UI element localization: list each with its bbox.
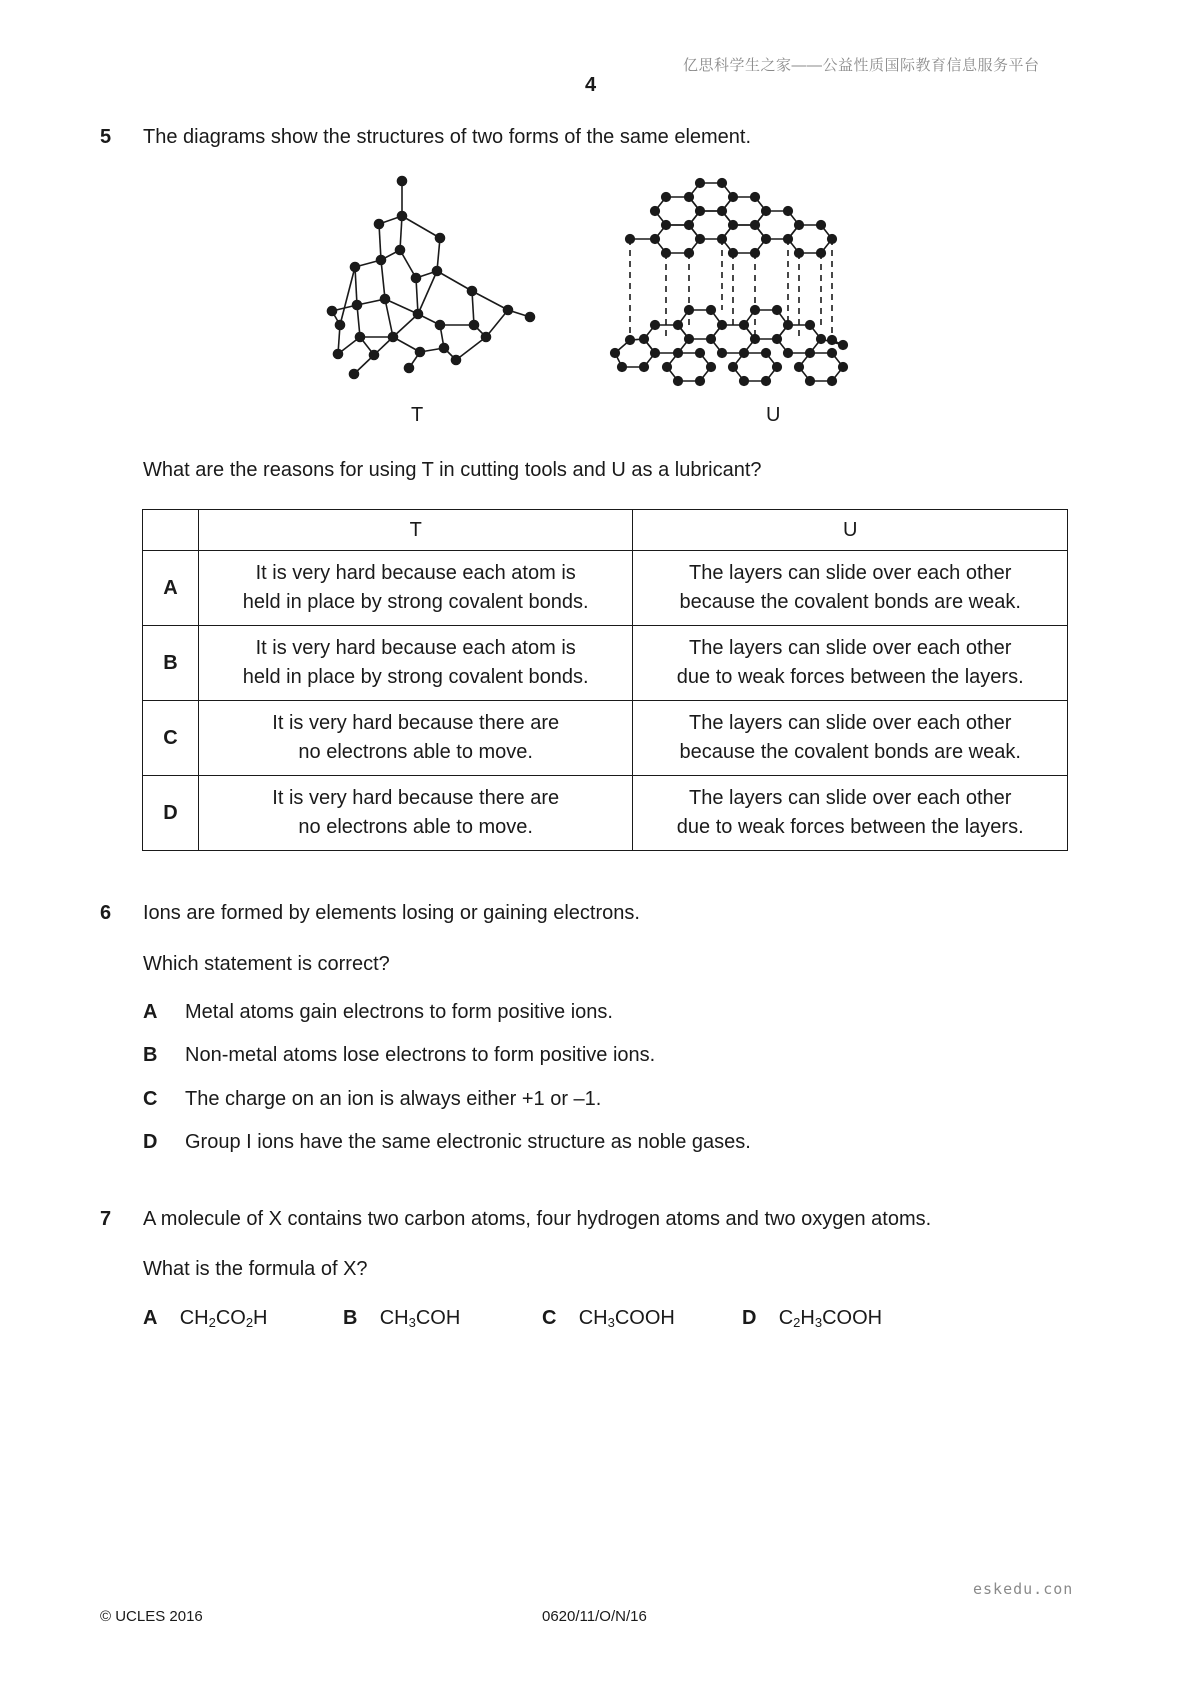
formula-subscript: 3: [607, 1315, 615, 1330]
q6-stem: Ions are formed by elements losing or gaining electrons.: [143, 902, 640, 924]
q7-option-d[interactable]: [742, 1307, 882, 1330]
formula-subscript: 2: [208, 1315, 216, 1330]
q6-option-d-text: Group I ions have the same electronic structure as noble gases.: [185, 1131, 751, 1153]
cell-line: because the covalent bonds are weak.: [679, 591, 1021, 613]
option-key: B: [143, 626, 199, 701]
q7-option-b[interactable]: [343, 1307, 460, 1330]
option-u-cell: [633, 626, 1068, 701]
label-u: U: [766, 404, 781, 426]
header-t: T: [198, 510, 633, 551]
formula-text: CH: [379, 1307, 409, 1329]
page-number: 4: [585, 74, 597, 96]
q6-option-a-letter[interactable]: A: [143, 1001, 158, 1023]
header-u: U: [633, 510, 1068, 551]
footer-watermark: eskedu.con: [973, 1580, 1074, 1598]
formula-text: H: [253, 1307, 268, 1329]
q6-number: 6: [100, 902, 112, 924]
option-u-cell: [633, 776, 1068, 851]
formula-subscript: 2: [793, 1315, 801, 1330]
option-letter: D: [742, 1307, 757, 1329]
table-row[interactable]: [143, 626, 1068, 701]
q5-question: What are the reasons for using T in cutting tools and U as a lubricant?: [143, 459, 762, 481]
q7-option-a[interactable]: [143, 1307, 268, 1330]
cell-line: because the covalent bonds are weak.: [679, 741, 1021, 763]
cell-line: The layers can slide over each other: [689, 787, 1012, 809]
q6-option-c-text: The charge on an ion is always either +1 or –1.: [185, 1088, 602, 1110]
option-letter: A: [143, 1307, 158, 1329]
q6-option-d-letter[interactable]: D: [143, 1131, 158, 1153]
structure-u-diagram: [611, 179, 848, 386]
cell-line: It is very hard because each atom is: [255, 562, 576, 584]
option-t-cell: [198, 701, 633, 776]
cell-line: The layers can slide over each other: [689, 712, 1012, 734]
cell-line: due to weak forces between the layers.: [676, 816, 1024, 838]
formula-text: CH: [179, 1307, 209, 1329]
structure-t-diagram: [328, 177, 535, 379]
table-row[interactable]: [143, 701, 1068, 776]
option-key: A: [143, 551, 199, 626]
formula-text: CO: [215, 1307, 246, 1329]
label-t: T: [411, 404, 424, 426]
cell-line: The layers can slide over each other: [689, 637, 1012, 659]
formula-text: H: [800, 1307, 815, 1329]
option-u-cell: [633, 701, 1068, 776]
option-t-cell: [198, 776, 633, 851]
q5-stem: The diagrams show the structures of two forms of the same element.: [143, 126, 752, 148]
option-t-cell: [198, 551, 633, 626]
formula-subscript: 3: [408, 1315, 416, 1330]
option-key: C: [143, 701, 199, 776]
header-blank: [143, 510, 199, 551]
cell-line: It is very hard because there are: [272, 712, 560, 734]
formula-text: COOH: [614, 1307, 675, 1329]
q6-option-c-letter[interactable]: C: [143, 1088, 158, 1110]
formula-text: CH: [578, 1307, 608, 1329]
q7-option-c[interactable]: [542, 1307, 675, 1330]
cell-line: held in place by strong covalent bonds.: [242, 666, 589, 688]
footer-paper-code: 0620/11/O/N/16: [542, 1608, 647, 1625]
option-t-cell: [198, 626, 633, 701]
cell-line: It is very hard because each atom is: [255, 637, 576, 659]
q5-number: 5: [100, 126, 112, 148]
option-key: D: [143, 776, 199, 851]
table-row[interactable]: [143, 776, 1068, 851]
option-letter: B: [343, 1307, 358, 1329]
formula-text: C: [778, 1307, 794, 1329]
cell-line: due to weak forces between the layers.: [676, 666, 1024, 688]
table-row[interactable]: [143, 551, 1068, 626]
option-u-cell: [633, 551, 1068, 626]
cell-line: held in place by strong covalent bonds.: [242, 591, 589, 613]
cell-line: The layers can slide over each other: [689, 562, 1012, 584]
option-letter: C: [542, 1307, 557, 1329]
cell-line: no electrons able to move.: [298, 816, 533, 838]
q7-number: 7: [100, 1208, 112, 1230]
q6-option-a-text: Metal atoms gain electrons to form positive ions.: [185, 1001, 613, 1023]
q6-option-b-letter[interactable]: B: [143, 1044, 158, 1066]
formula-subscript: 3: [814, 1315, 823, 1330]
cell-line: no electrons able to move.: [298, 741, 533, 763]
structure-diagrams: [300, 165, 900, 390]
cell-line: It is very hard because there are: [272, 787, 560, 809]
table-header-row: [143, 510, 1068, 551]
formula-subscript: 2: [245, 1315, 254, 1330]
q7-question: What is the formula of X?: [143, 1258, 368, 1280]
q5-options-table: [142, 509, 1068, 851]
formula-text: COH: [415, 1307, 461, 1329]
formula-text: COOH: [822, 1307, 883, 1329]
q6-option-b-text: Non-metal atoms lose electrons to form positive ions.: [185, 1044, 656, 1066]
header-watermark: 亿思科学生之家——公益性质国际教育信息服务平台: [683, 57, 1040, 74]
footer-copyright: © UCLES 2016: [100, 1608, 203, 1625]
q7-stem: A molecule of X contains two carbon atoms, four hydrogen atoms and two oxygen atoms.: [143, 1208, 932, 1230]
q6-question: Which statement is correct?: [143, 953, 390, 975]
